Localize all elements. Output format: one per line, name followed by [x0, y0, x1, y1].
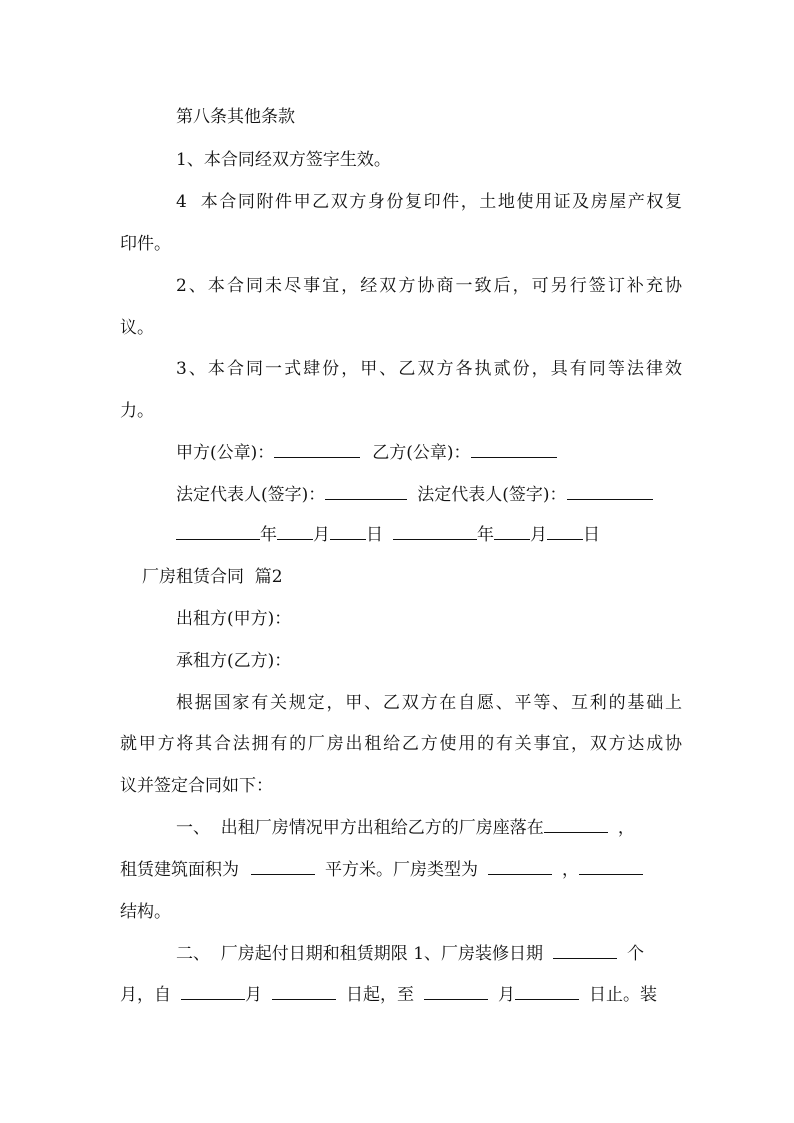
structure-blank: [579, 860, 643, 875]
party-b-month-blank: [494, 525, 530, 540]
contract-title: 厂房租赁合同 篇2: [142, 567, 283, 587]
lessee-label: 承租方(乙方)：: [176, 651, 292, 671]
clause-3-line2: 力。: [120, 401, 154, 421]
date-line: [176, 524, 600, 546]
party-a-year-blank: [176, 525, 260, 540]
lessor-label: 出租方(甲方)：: [176, 609, 292, 629]
clause-4-line2: 印件。: [120, 234, 171, 254]
section-heading: 第八条其他条款: [176, 107, 295, 127]
party-b-seal-blank: [471, 443, 557, 458]
intro-line1: 根据国家有关规定，甲、乙双方在自愿、平等、互利的基础上: [176, 693, 682, 713]
sqm-type-label: 平方米。厂房类型为: [325, 860, 478, 880]
year-label: 年: [477, 525, 494, 545]
article2-line2: [120, 984, 657, 1006]
comma: ，: [562, 860, 579, 880]
to-day-blank: [515, 985, 579, 1000]
clause-2-line2: 议。: [120, 318, 154, 338]
type-blank: [488, 860, 552, 875]
from-day-blank: [272, 985, 336, 1000]
party-a-rep-label: 法定代表人(签字)：: [176, 485, 326, 505]
party-b-seal-label: 乙方(公章)：: [372, 443, 471, 463]
party-a-day-blank: [330, 525, 366, 540]
day-label: 日: [583, 525, 600, 545]
month-label: 月: [245, 985, 262, 1005]
month-label: 月: [498, 985, 515, 1005]
months-unit: 个: [627, 944, 645, 964]
from-label: 月，自: [120, 985, 171, 1005]
area-label: 租赁建筑面积为: [120, 860, 239, 880]
article1-line3: 结构。: [120, 902, 171, 922]
area-blank: [251, 860, 315, 875]
party-a-seal-blank: [274, 443, 360, 458]
end-label: 日止。装: [589, 985, 657, 1005]
party-a-seal-label: 甲方(公章)：: [176, 443, 275, 463]
party-b-year-blank: [393, 525, 477, 540]
seal-line: [176, 442, 557, 464]
comma: ，: [617, 818, 635, 838]
year-label: 年: [260, 525, 277, 545]
month-label: 月: [530, 525, 547, 545]
intro-line3: 议并签定合同如下：: [120, 776, 273, 796]
party-b-rep-label: 法定代表人(签字)：: [417, 485, 567, 505]
to-label: 日起，至: [346, 985, 414, 1005]
from-month-blank: [181, 985, 245, 1000]
to-month-blank: [424, 985, 488, 1000]
party-b-day-blank: [547, 525, 583, 540]
party-a-month-blank: [277, 525, 313, 540]
renovation-blank: [553, 944, 617, 959]
clause-1: 1、本合同经双方签字生效。: [176, 150, 391, 170]
month-label: 月: [313, 525, 330, 545]
party-a-rep-blank: [325, 485, 407, 500]
article1-line1: [176, 817, 635, 839]
clause-2-line1: 2、本合同未尽事宜，经双方协商一致后，可另行签订补充协: [176, 276, 682, 296]
location-blank: [544, 818, 608, 833]
article2-line1: [176, 943, 644, 965]
article1-text: 一、 出租厂房情况甲方出租给乙方的厂房座落在: [176, 818, 544, 838]
rep-line: [176, 484, 653, 506]
article2-text: 二、 厂房起付日期和租赁期限 1、厂房装修日期: [176, 944, 544, 964]
article1-line2: [120, 859, 643, 881]
intro-line2: 就甲方将其合法拥有的厂房出租给乙方使用的有关事宜，双方达成协: [120, 734, 682, 754]
clause-3-line1: 3、本合同一式肆份，甲、乙双方各执贰份，具有同等法律效: [176, 359, 682, 379]
party-b-rep-blank: [567, 485, 653, 500]
day-label: 日: [366, 525, 383, 545]
clause-4-line1: 4 本合同附件甲乙双方身份复印件，土地使用证及房屋产权复: [176, 192, 682, 212]
